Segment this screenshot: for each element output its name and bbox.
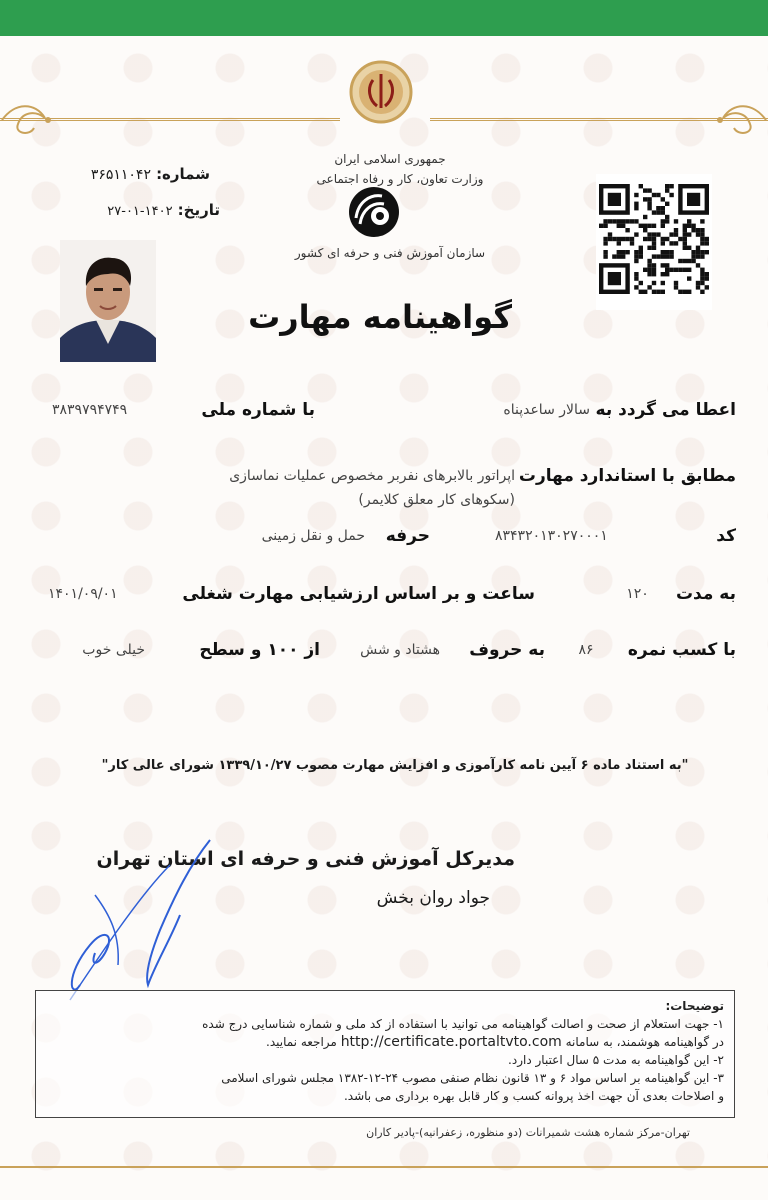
assessment-date: ۱۴۰۱/۰۹/۰۱ bbox=[48, 586, 118, 602]
standard-value-line1: اپراتور بالابرهای نفربر مخصوص عملیات نماسازی bbox=[229, 468, 515, 484]
standard-value-line2: (سکوهای کار معلق کلایمر) bbox=[358, 492, 515, 508]
code-value: ۸۳۴۳۲۰۱۳۰۲۷۰۰۰۱ bbox=[495, 528, 608, 544]
number-value: ۳۶۵۱۱۰۴۲ bbox=[90, 167, 151, 183]
awarded-label: اعطا می گردد به bbox=[595, 400, 736, 420]
score-label: با کسب نمره bbox=[627, 640, 736, 660]
notes-line-4: ۳- این گواهینامه بر اساس مواد ۶ و ۱۳ قانون نظام صنفی مصوب ۲۴-۱۲-۱۳۸۲ مجلس شورای اسلامی bbox=[221, 1071, 724, 1085]
holder-photo bbox=[60, 240, 156, 362]
trade-value: حمل و نقل زمینی bbox=[261, 528, 365, 544]
code-label: کد bbox=[716, 526, 736, 546]
ornament-line-bottom bbox=[0, 1166, 768, 1168]
republic-line: جمهوری اسلامی ایران bbox=[334, 152, 446, 166]
duration-value: ۱۲۰ bbox=[626, 586, 649, 602]
notes-line-5: و اصلاحات بعدی آن جهت اخذ پروانه کسب و کار قابل بهره برداری می باشد. bbox=[343, 1089, 724, 1103]
duration-label: به مدت bbox=[675, 584, 736, 604]
standard-label: مطابق با استاندارد مهارت bbox=[518, 466, 736, 486]
footer-address: تهران-مرکز شماره هشت شمیرانات (دو منظوره، زعفرانیه)-پادیر کاران bbox=[366, 1126, 690, 1139]
qr-code-icon bbox=[596, 174, 712, 310]
in-words-label: به حروف bbox=[469, 640, 545, 660]
top-bar bbox=[0, 0, 768, 36]
ministry-line: وزارت تعاون، کار و رفاه اجتماعی bbox=[316, 172, 484, 186]
notes-line-2-pre: در گواهینامه هوشمند، به سامانه bbox=[565, 1035, 724, 1049]
iran-emblem-icon bbox=[345, 58, 417, 126]
national-id-value: ۳۸۳۹۷۹۴۷۴۹ bbox=[52, 402, 128, 418]
score-value: ۸۶ bbox=[578, 642, 594, 658]
certificate-number bbox=[40, 164, 210, 183]
notes-box bbox=[35, 990, 735, 1118]
certificate-date bbox=[40, 200, 220, 219]
hours-label: ساعت و بر اساس ارزشیابی مهارت شغلی bbox=[182, 584, 535, 604]
notes-line-3: ۲- این گواهینامه به مدت ۵ سال اعتبار دارد. bbox=[508, 1053, 724, 1067]
flourish-right-icon bbox=[708, 100, 768, 140]
notes-heading: توضیحات: bbox=[665, 999, 724, 1013]
notes-line-2 bbox=[46, 1033, 724, 1051]
out-of-label: از ۱۰۰ و سطح bbox=[199, 640, 320, 660]
in-words-value: هشتاد و شش bbox=[360, 642, 440, 658]
level-value: خیلی خوب bbox=[82, 642, 145, 658]
trade-label: حرفه bbox=[385, 526, 430, 546]
notes-line-1: ۱- جهت استعلام از صحت و اصالت گواهینامه می توانید با استفاده از کد ملی و شماره شناسایی درج شده bbox=[202, 1017, 724, 1031]
national-id-label: با شماره ملی bbox=[201, 400, 315, 420]
certificate-title: گواهینامه مهارت bbox=[248, 298, 512, 336]
organization-line: سازمان آموزش فنی و حرفه ای کشور bbox=[294, 246, 486, 260]
signatory-position: مدیرکل آموزش فنی و حرفه ای استان تهران bbox=[96, 848, 515, 870]
date-label: تاریخ: bbox=[177, 201, 220, 219]
date-value: ۱۴۰۲-۰۱-۲۷ bbox=[107, 204, 173, 219]
decree-text: "به استناد ماده ۶ آیین نامه کارآموزی و افزایش مهارت مصوب ۱۳۳۹/۱۰/۲۷ شورای عالی کار" bbox=[101, 758, 689, 773]
signatory-name: جواد روان بخش bbox=[376, 888, 490, 908]
awarded-name: سالار ساعدپناه bbox=[503, 402, 590, 418]
flourish-left-icon bbox=[0, 100, 60, 140]
tvto-logo-icon bbox=[346, 184, 402, 240]
signature-icon bbox=[60, 835, 220, 1005]
notes-line-2-post: مراجعه نمایید. bbox=[266, 1035, 337, 1049]
certificate-portal-link[interactable]: http://certificate.portaltvto.com bbox=[340, 1034, 562, 1050]
number-label: شماره: bbox=[156, 165, 210, 183]
